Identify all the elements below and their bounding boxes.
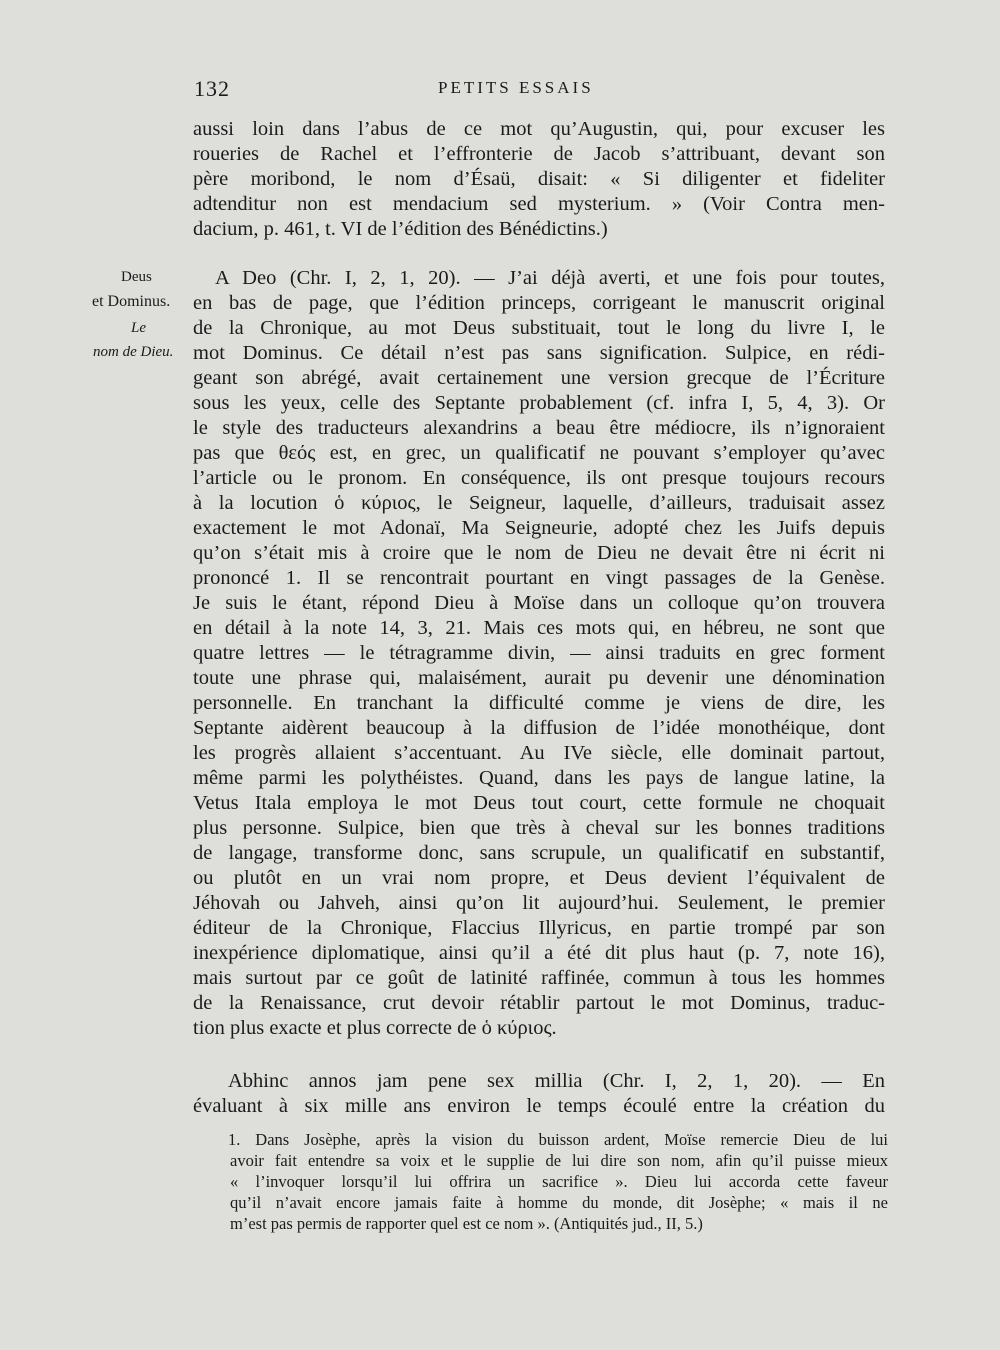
footnote-line: 1. Dans Josèphe, après la vision du buisson ardent, Moïse remercie Dieu de lui <box>228 1130 888 1149</box>
text-line: en détail à la note 14, 3, 21. Mais ces mots qui, en hébreu, ne sont que <box>193 617 885 639</box>
margin-note: et Dominus. <box>92 293 171 310</box>
text-line: pas que θεός est, en grec, un qualificatif ne pouvant s’employer qu’avec <box>193 442 885 464</box>
text-line: personnelle. En tranchant la difficulté comme je viens de dire, les <box>193 692 885 714</box>
page-number: 132 <box>194 76 230 101</box>
text-line: éditeur de la Chronique, Flaccius Illyricus, en partie trompé par son <box>193 917 885 939</box>
running-head <box>194 76 884 102</box>
text-line: mais surtout par ce goût de latinité raffinée, commun à tous les hommes <box>193 967 885 989</box>
text-line: aussi loin dans l’abus de ce mot qu’Augustin, qui, pour excuser les <box>193 118 885 140</box>
margin-note: nom de Dieu. <box>93 344 174 360</box>
text-line: A Deo (Chr. I, 2, 1, 20). — J’ai déjà averti, et une fois pour toutes, <box>215 267 885 289</box>
text-line: les progrès allaient s’accentuant. Au IVe siècle, elle dominait partout, <box>193 742 885 764</box>
text-line: roueries de Rachel et l’effronterie de Jacob s’attribuant, devant son <box>193 143 885 165</box>
text-line: exactement le mot Adonaï, Ma Seigneurie, adopté chez les Juifs depuis <box>193 517 885 539</box>
margin-note: Le <box>131 320 146 336</box>
text-line: tion plus exacte et plus correcte de ὁ κύριος. <box>193 1017 557 1039</box>
text-line: Abhinc annos jam pene sex millia (Chr. I, 2, 1, 20). — En <box>228 1070 885 1092</box>
footnote-line: avoir fait entendre sa voix et le supplie de lui dire son nom, afin qu’il puisse mieux <box>230 1151 888 1170</box>
footnote-line: m’est pas permis de rapporter quel est ce nom ». (Antiquités jud., II, 5.) <box>230 1214 703 1233</box>
text-line: adtenditur non est mendacium sed mysterium. » (Voir Contra men- <box>193 193 885 215</box>
text-line: l’article ou le pronom. En conséquence, ils ont presque toujours recours <box>193 467 885 489</box>
footnote-line: « l’invoquer lorsqu’il lui offrira un sacrifice ». Dieu lui accorda cette faveur <box>230 1172 888 1191</box>
text-line: Septante aidèrent beaucoup à la diffusion de l’idée monothéique, dont <box>193 717 885 739</box>
text-line: à la locution ὁ κύριος, le Seigneur, laquelle, d’ailleurs, traduisait assez <box>193 492 885 514</box>
text-line: sous les yeux, celle des Septante probablement (cf. infra I, 5, 4, 3). Or <box>193 392 885 414</box>
text-line: de la Chronique, au mot Deus substituait, tout le long du livre I, le <box>193 317 885 339</box>
footnote-line: qu’il n’avait encore jamais faite à homme du monde, dit Josèphe; « mais il ne <box>230 1193 888 1212</box>
text-line: père moribond, le nom d’Ésaü, disait: « Si diligenter et fideliter <box>193 168 885 190</box>
text-line: Jéhovah ou Jahveh, ainsi qu’on lit aujourd’hui. Seulement, le premier <box>193 892 885 914</box>
text-line: évaluant à six mille ans environ le temps écoulé entre la création du <box>193 1095 885 1117</box>
text-line: geant son abrégé, avait certainement une version grecque de l’Écriture <box>193 367 885 389</box>
running-title: PETITS ESSAIS <box>438 78 594 97</box>
text-line: Vetus Itala employa le mot Deus tout court, cette formule ne choquait <box>193 792 885 814</box>
text-line: en bas de page, que l’édition princeps, corrigeant le manuscrit original <box>193 292 885 314</box>
text-line: Je suis le étant, répond Dieu à Moïse dans un colloque qu’on trouvera <box>193 592 885 614</box>
text-line: le style des traducteurs alexandrins a beau être médiocre, ils n’ignoraient <box>193 417 885 439</box>
text-line: toute une phrase qui, malaisément, aurait pu devenir une dénomination <box>193 667 885 689</box>
text-line: prononcé 1. Il se rencontrait pourtant en vingt passages de la Genèse. <box>193 567 885 589</box>
text-line: mot Dominus. Ce détail n’est pas sans signification. Sulpice, en rédi- <box>193 342 885 364</box>
text-line: plus personne. Sulpice, bien que très à cheval sur les bonnes traditions <box>193 817 885 839</box>
text-line: qu’on s’était mis à croire que le nom de Dieu ne devait être ni écrit ni <box>193 542 885 564</box>
text-line: même parmi les polythéistes. Quand, dans les pays de langue latine, la <box>193 767 885 789</box>
text-line: dacium, p. 461, t. VI de l’édition des Bénédictins.) <box>193 218 608 240</box>
text-line: quatre lettres — le tétragramme divin, — ainsi traduits en grec forment <box>193 642 885 664</box>
text-line: de la Renaissance, crut devoir rétablir partout le mot Dominus, traduc- <box>193 992 885 1014</box>
text-line: inexpérience diplomatique, ainsi qu’il a été dit plus haut (p. 7, note 16), <box>193 942 885 964</box>
text-line: ou plutôt en un vrai nom propre, et Deus devient l’équivalent de <box>193 867 885 889</box>
margin-note: Deus <box>121 269 152 285</box>
text-line: de langage, transforme donc, sans scrupule, un qualificatif en substantif, <box>193 842 885 864</box>
